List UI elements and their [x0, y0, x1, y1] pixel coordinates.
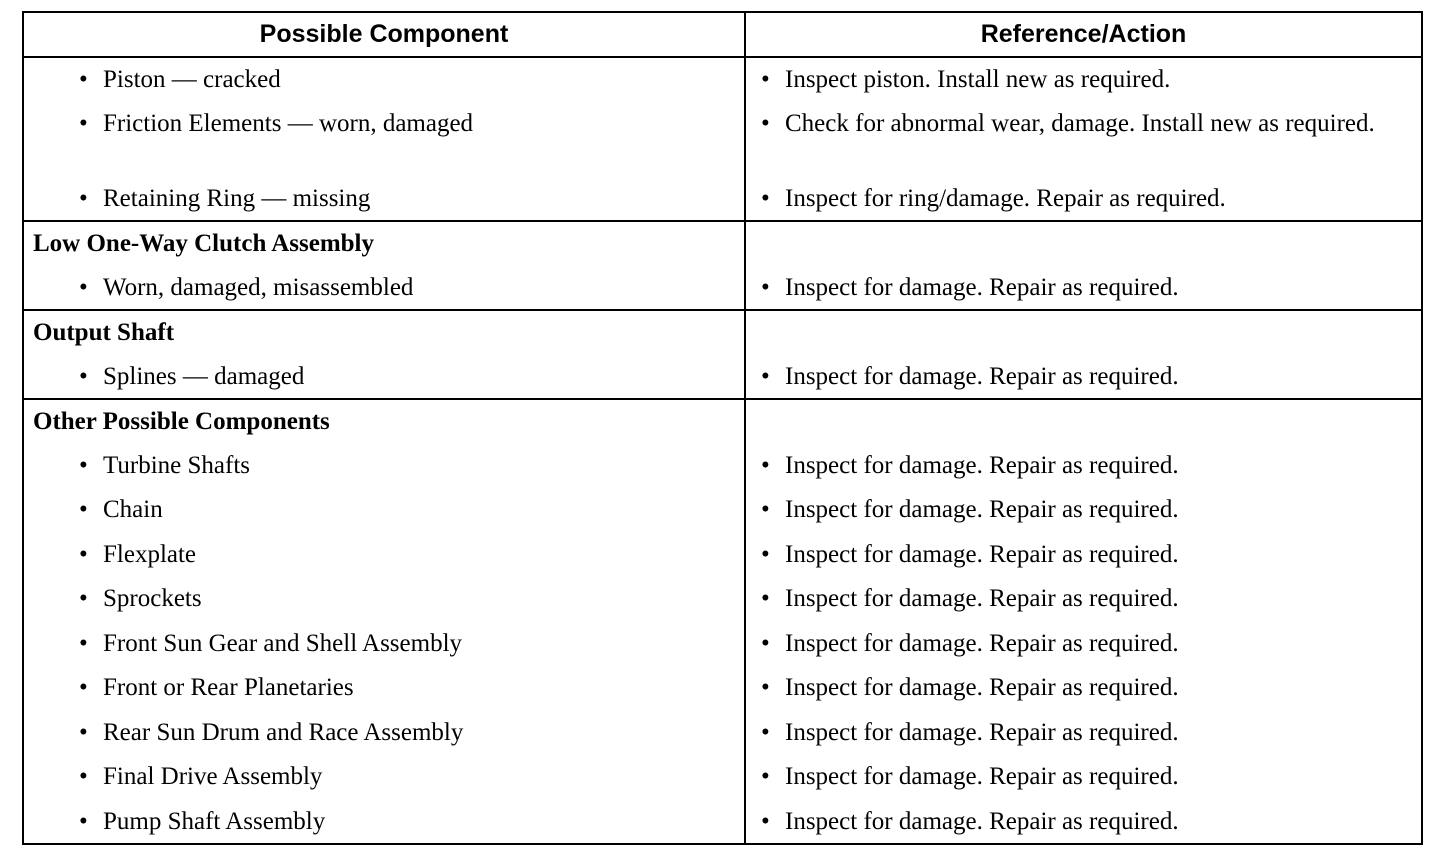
table-row [23, 177, 1422, 222]
table-row [23, 755, 1422, 800]
action-text: Inspect for damage. Repair as required. [785, 362, 1179, 390]
bullet-icon: • [79, 66, 88, 93]
action-cell [745, 800, 1422, 845]
bullet-icon: • [79, 451, 88, 479]
bullet-icon: • [761, 451, 770, 479]
component-cell [23, 488, 745, 533]
bullet-icon: • [761, 718, 770, 746]
bullet-icon: • [79, 629, 88, 657]
table-row [23, 622, 1422, 667]
group-heading-row [23, 310, 1422, 355]
component-text: Retaining Ring — missing [103, 184, 371, 212]
group-heading: Output Shaft [23, 310, 745, 355]
action-text: Inspect for ring/damage. Repair as required. [785, 184, 1226, 212]
group-heading-row [23, 399, 1422, 444]
action-cell [745, 622, 1422, 667]
bullet-icon: • [79, 273, 88, 301]
action-text: Inspect for damage. Repair as required. [785, 540, 1179, 568]
action-text: Inspect for damage. Repair as required. [785, 585, 1179, 612]
bullet-icon: • [761, 674, 770, 701]
component-text: Pump Shaft Assembly [103, 807, 326, 835]
component-text: Piston — cracked [103, 66, 281, 93]
component-text: Sprockets [103, 585, 202, 612]
bullet-icon: • [761, 540, 770, 568]
bullet-icon: • [761, 362, 770, 390]
bullet-icon: • [79, 184, 88, 212]
action-cell [745, 57, 1422, 102]
action-text: Inspect for damage. Repair as required. [785, 807, 1179, 835]
table-row [23, 533, 1422, 578]
component-cell [23, 355, 745, 400]
action-text: Inspect for damage. Repair as required. [785, 496, 1179, 523]
component-cell [23, 711, 745, 756]
component-cell [23, 755, 745, 800]
component-text: Chain [103, 496, 163, 523]
bullet-icon: • [761, 496, 770, 523]
action-text: Check for abnormal wear, damage. Install new as required. [785, 109, 1375, 137]
component-text: Front Sun Gear and Shell Assembly [103, 629, 463, 657]
bullet-icon: • [761, 629, 770, 657]
bullet-icon: • [761, 585, 770, 612]
action-cell [745, 355, 1422, 400]
table-header-row [23, 12, 1422, 57]
bullet-icon: • [79, 585, 88, 612]
component-cell [23, 622, 745, 667]
component-text: Turbine Shafts [103, 451, 251, 479]
component-text: Final Drive Assembly [103, 763, 323, 790]
action-cell [745, 577, 1422, 622]
component-text: Worn, damaged, misassembled [103, 273, 414, 301]
table-row [23, 577, 1422, 622]
action-cell [745, 666, 1422, 711]
bullet-icon: • [79, 763, 88, 790]
table-row [23, 266, 1422, 311]
component-cell [23, 102, 745, 177]
component-cell [23, 666, 745, 711]
header-possible-component: Possible Component [23, 12, 745, 57]
bullet-icon: • [761, 184, 770, 212]
action-text: Inspect piston. Install new as required. [785, 66, 1171, 93]
table-row [23, 102, 1422, 177]
component-cell [23, 577, 745, 622]
action-text: Inspect for damage. Repair as required. [785, 674, 1179, 701]
empty-cell [745, 310, 1422, 355]
bullet-icon: • [79, 718, 88, 746]
component-text: Splines — damaged [103, 362, 305, 390]
bullet-icon: • [761, 807, 770, 835]
component-text: Friction Elements — worn, damaged [103, 109, 474, 137]
bullet-icon: • [79, 540, 88, 568]
action-text: Inspect for damage. Repair as required. [785, 273, 1179, 301]
action-cell [745, 266, 1422, 311]
bullet-icon: • [79, 362, 88, 390]
component-text: Rear Sun Drum and Race Assembly [103, 718, 464, 746]
table-row [23, 444, 1422, 489]
table-row [23, 488, 1422, 533]
group-heading-row [23, 221, 1422, 266]
action-cell [745, 102, 1422, 177]
empty-cell [745, 221, 1422, 266]
action-text: Inspect for damage. Repair as required. [785, 629, 1179, 657]
bullet-icon: • [79, 807, 88, 835]
table-row [23, 57, 1422, 102]
action-cell [745, 444, 1422, 489]
bullet-icon: • [761, 763, 770, 790]
component-cell [23, 533, 745, 578]
table-row [23, 666, 1422, 711]
bullet-icon: • [79, 109, 88, 137]
action-text: Inspect for damage. Repair as required. [785, 763, 1179, 790]
action-text: Inspect for damage. Repair as required. [785, 451, 1179, 479]
group-heading: Low One-Way Clutch Assembly [23, 221, 745, 266]
component-cell [23, 57, 745, 102]
component-cell [23, 266, 745, 311]
component-text: Flexplate [103, 540, 197, 568]
action-cell [745, 533, 1422, 578]
empty-cell [745, 399, 1422, 444]
bullet-icon: • [79, 496, 88, 523]
table-row [23, 711, 1422, 756]
diagnostic-table [22, 11, 1423, 845]
bullet-icon: • [79, 674, 88, 701]
action-cell [745, 755, 1422, 800]
header-reference-action: Reference/Action [745, 12, 1422, 57]
action-cell [745, 488, 1422, 533]
component-text: Front or Rear Planetaries [103, 674, 354, 701]
table-row [23, 800, 1422, 845]
bullet-icon: • [761, 66, 770, 93]
group-heading: Other Possible Components [23, 399, 745, 444]
component-cell [23, 444, 745, 489]
bullet-icon: • [761, 273, 770, 301]
bullet-icon: • [761, 109, 770, 137]
component-cell [23, 800, 745, 845]
action-cell [745, 177, 1422, 222]
component-cell [23, 177, 745, 222]
action-text: Inspect for damage. Repair as required. [785, 718, 1179, 746]
table-row [23, 355, 1422, 400]
action-cell [745, 711, 1422, 756]
